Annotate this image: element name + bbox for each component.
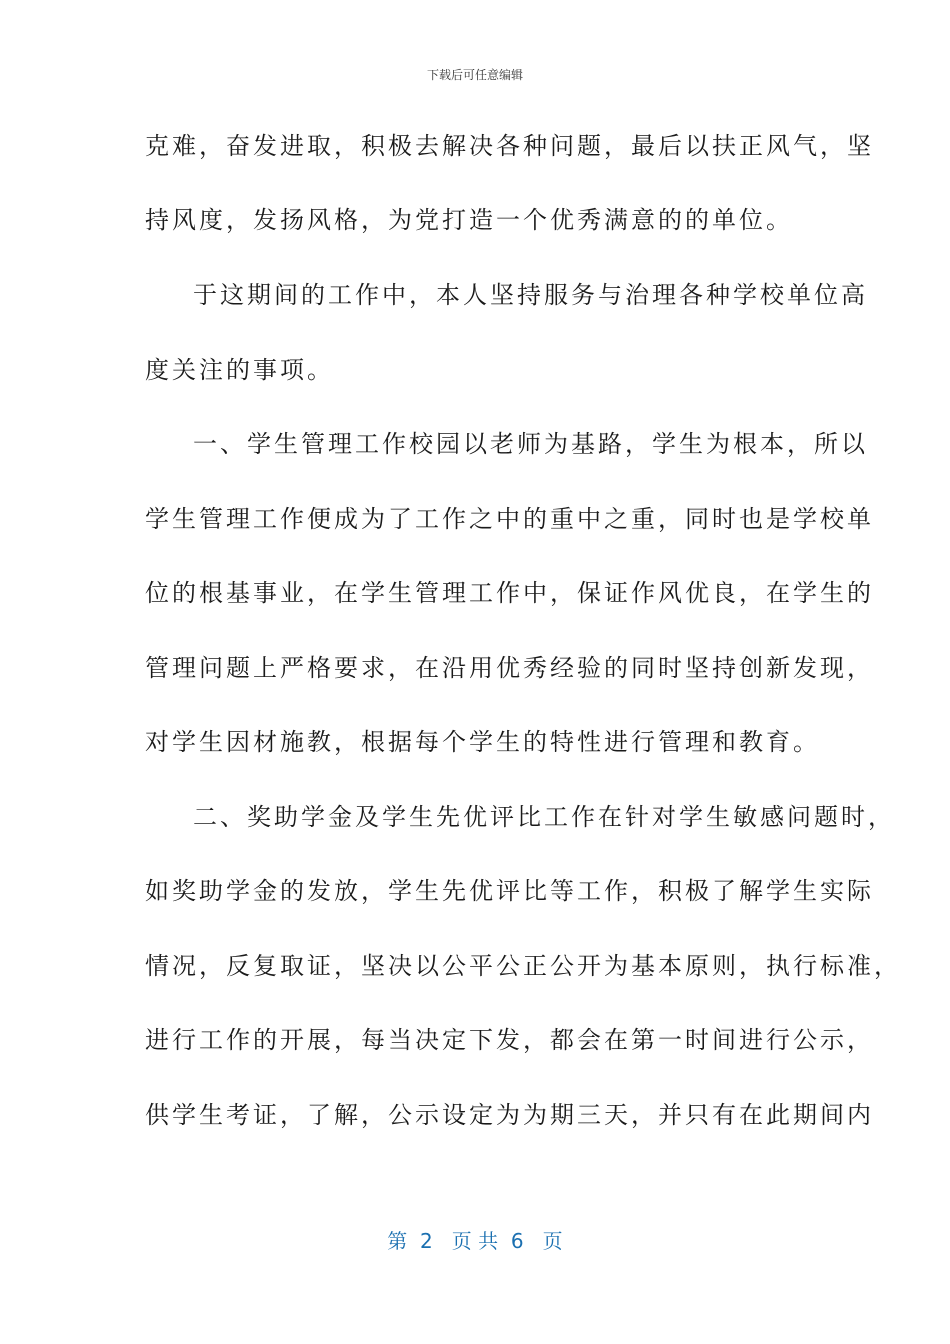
text-line: 管理问题上严格要求，在沿用优秀经验的同时坚持创新发现， [145,654,874,682]
text-line: 对学生因材施教，根据每个学生的特性进行管理和教育。 [145,728,820,756]
text-line: 克难，奋发进取，积极去解决各种问题，最后以扶正风气，坚 [145,132,874,160]
text-line: 供学生考证，了解，公示设定为为期三天，并只有在此期间内 [145,1101,874,1129]
text-line: 进行工作的开展，每当决定下发，都会在第一时间进行公示， [145,1026,874,1054]
text-line: 持风度，发扬风格，为党打造一个优秀满意的的单位。 [145,206,793,234]
page-number-footer: 第 2 页 共 6 页 [387,1229,563,1253]
text-line: 学生管理工作便成为了工作之中的重中之重，同时也是学校单 [145,505,874,533]
text-line: 情况，反复取证，坚决以公平公正公开为基本原则，执行标准， [145,952,901,980]
paragraph-first-line: 于这期间的工作中，本人坚持服务与治理各种学校单位高 [193,281,868,309]
text-line: 位的根基事业，在学生管理工作中，保证作风优良，在学生的 [145,579,874,607]
paragraph-first-line: 二、奖助学金及学生先优评比工作在针对学生敏感问题时， [193,803,895,831]
text-line: 如奖助学金的发放，学生先优评比等工作，积极了解学生实际 [145,877,874,905]
page-header: 下载后可任意编辑 [426,68,523,82]
paragraph-first-line: 一、学生管理工作校园以老师为基路，学生为根本，所以 [193,430,868,458]
text-line: 度关注的事项。 [145,356,334,384]
